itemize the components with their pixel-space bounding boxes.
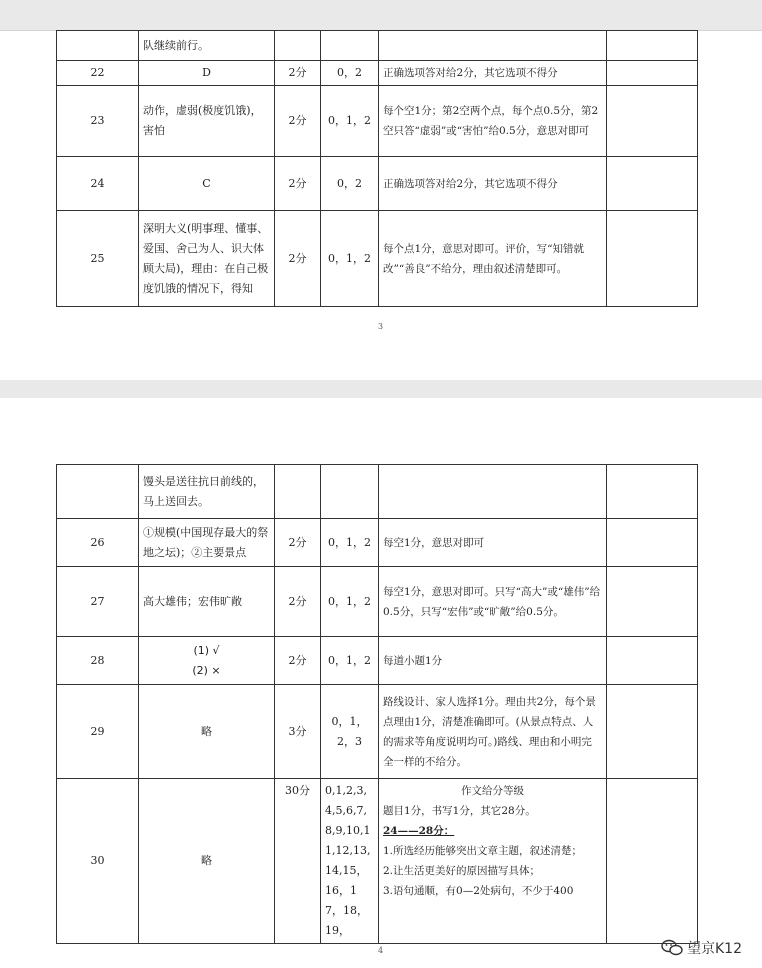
question-number: 22 [57,61,139,86]
table-row [57,779,698,944]
table-row [57,685,698,779]
answer-cell: C [139,157,275,211]
rule-cell: 每个空1分；第2空两个点，每个点0.5分，第2空只答“虚弱”或“害怕”给0.5分，意思对即可 [379,86,607,157]
score-table-page-4 [56,464,698,944]
levels-cell [321,465,379,519]
points-cell: 2分 [275,61,321,86]
levels-cell [321,31,379,61]
answer-cell: D [139,61,275,86]
table-row [57,567,698,637]
question-number: 30 [57,779,139,944]
rule-item: 1.所选经历能够突出文章主题，叙述清楚； [383,845,583,857]
remark-cell [607,61,698,86]
points-cell: 2分 [275,567,321,637]
levels-cell: 0，1，2 [321,567,379,637]
table-row [57,519,698,567]
answer-cell: 馒头是送往抗日前线的，马上送回去。 [139,465,275,519]
remark-cell [607,157,698,211]
table-row [57,465,698,519]
remark-cell [607,685,698,779]
answer-cell: 动作，虚弱(极度饥饿)，害怕 [139,86,275,157]
answer-cell: ①规模(中国现存最大的祭地之坛)；②主要景点 [139,519,275,567]
answer-cell: 队继续前行。 [139,31,275,61]
points-cell: 2分 [275,86,321,157]
remark-cell [607,86,698,157]
question-number: 29 [57,685,139,779]
watermark-text: 望京K12 [687,941,742,957]
points-cell: 2分 [275,211,321,307]
question-number: 25 [57,211,139,307]
page-number: 4 [378,946,384,955]
points-cell: 3分 [275,685,321,779]
rule-line: 题目1分，书写1分，其它28分。 [383,805,536,817]
page-4 [0,398,762,968]
wechat-icon [661,939,683,957]
remark-cell [607,779,698,944]
rule-cell [379,779,607,944]
remark-cell [607,465,698,519]
page-top-band [0,0,762,31]
rule-cell: 每空1分，意思对即可 [379,519,607,567]
rule-cell: 正确选项答对给2分，其它选项不得分 [379,157,607,211]
question-number: 24 [57,157,139,211]
score-table-page-3 [56,30,698,307]
page-separator [0,380,762,399]
rule-cell [379,465,607,519]
table-row [57,61,698,86]
answer-line-1: (1) √ [193,643,220,657]
levels-cell: 0，2 [321,157,379,211]
rule-item: 3.语句通顺，有0—2处病句，不少于400 [383,885,574,897]
table-row [57,31,698,61]
remark-cell [607,31,698,61]
levels-cell: 0，1，2 [321,637,379,685]
rule-title: 作文给分等级 [461,785,524,797]
question-number [57,465,139,519]
watermark [661,938,742,958]
levels-cell: 0，1，2 [321,211,379,307]
rule-cell: 每空1分，意思对即可。只写“高大”或“雄伟”给0.5分，只写“宏伟”或“旷敞”给0.5分。 [379,567,607,637]
question-number: 26 [57,519,139,567]
rule-band: 24——28分： [383,825,455,837]
rule-item: 2.让生活更美好的原因描写具体； [383,865,541,877]
points-cell [275,31,321,61]
levels-cell: 0,1,2,3,4,5,6,7,8,9,10,11,12,13,14,15，16，17，18，19， [321,779,379,944]
answer-cell: 略 [139,779,275,944]
levels-cell: 0，1，2，3 [321,685,379,779]
levels-cell: 0，1，2 [321,519,379,567]
answer-cell: 深明大义(明事理、懂事、爱国、舍己为人、识大体顾大局)，理由：在自己极度饥饿的情况下，得知 [139,211,275,307]
answer-cell: 略 [139,685,275,779]
levels-cell: 0，1，2 [321,86,379,157]
page-number: 3 [378,322,384,331]
points-cell [275,465,321,519]
table-row [57,86,698,157]
answer-cell [139,637,275,685]
table-row [57,157,698,211]
question-number: 23 [57,86,139,157]
answer-cell: 高大雄伟；宏伟旷敞 [139,567,275,637]
points-cell: 30分 [275,779,321,944]
page-3 [0,0,762,380]
question-number: 27 [57,567,139,637]
rule-cell: 路线设计、家人选择1分。理由共2分，每个景点理由1分，清楚准确即可。(从景点特点、人的需求等角度说明均可。)路线、理由和小明完全一样的不给分。 [379,685,607,779]
table-row [57,211,698,307]
rule-cell: 每道小题1分 [379,637,607,685]
points-cell: 2分 [275,637,321,685]
rule-cell: 正确选项答对给2分，其它选项不得分 [379,61,607,86]
rule-cell: 每个点1分，意思对即可。评价，写“知错就改”“善良”不给分，理由叙述清楚即可。 [379,211,607,307]
remark-cell [607,211,698,307]
question-number [57,31,139,61]
rule-cell [379,31,607,61]
question-number: 28 [57,637,139,685]
answer-line-2: (2) × [192,663,221,677]
points-cell: 2分 [275,519,321,567]
remark-cell [607,519,698,567]
points-cell: 2分 [275,157,321,211]
levels-cell: 0，2 [321,61,379,86]
remark-cell [607,637,698,685]
remark-cell [607,567,698,637]
table-row [57,637,698,685]
